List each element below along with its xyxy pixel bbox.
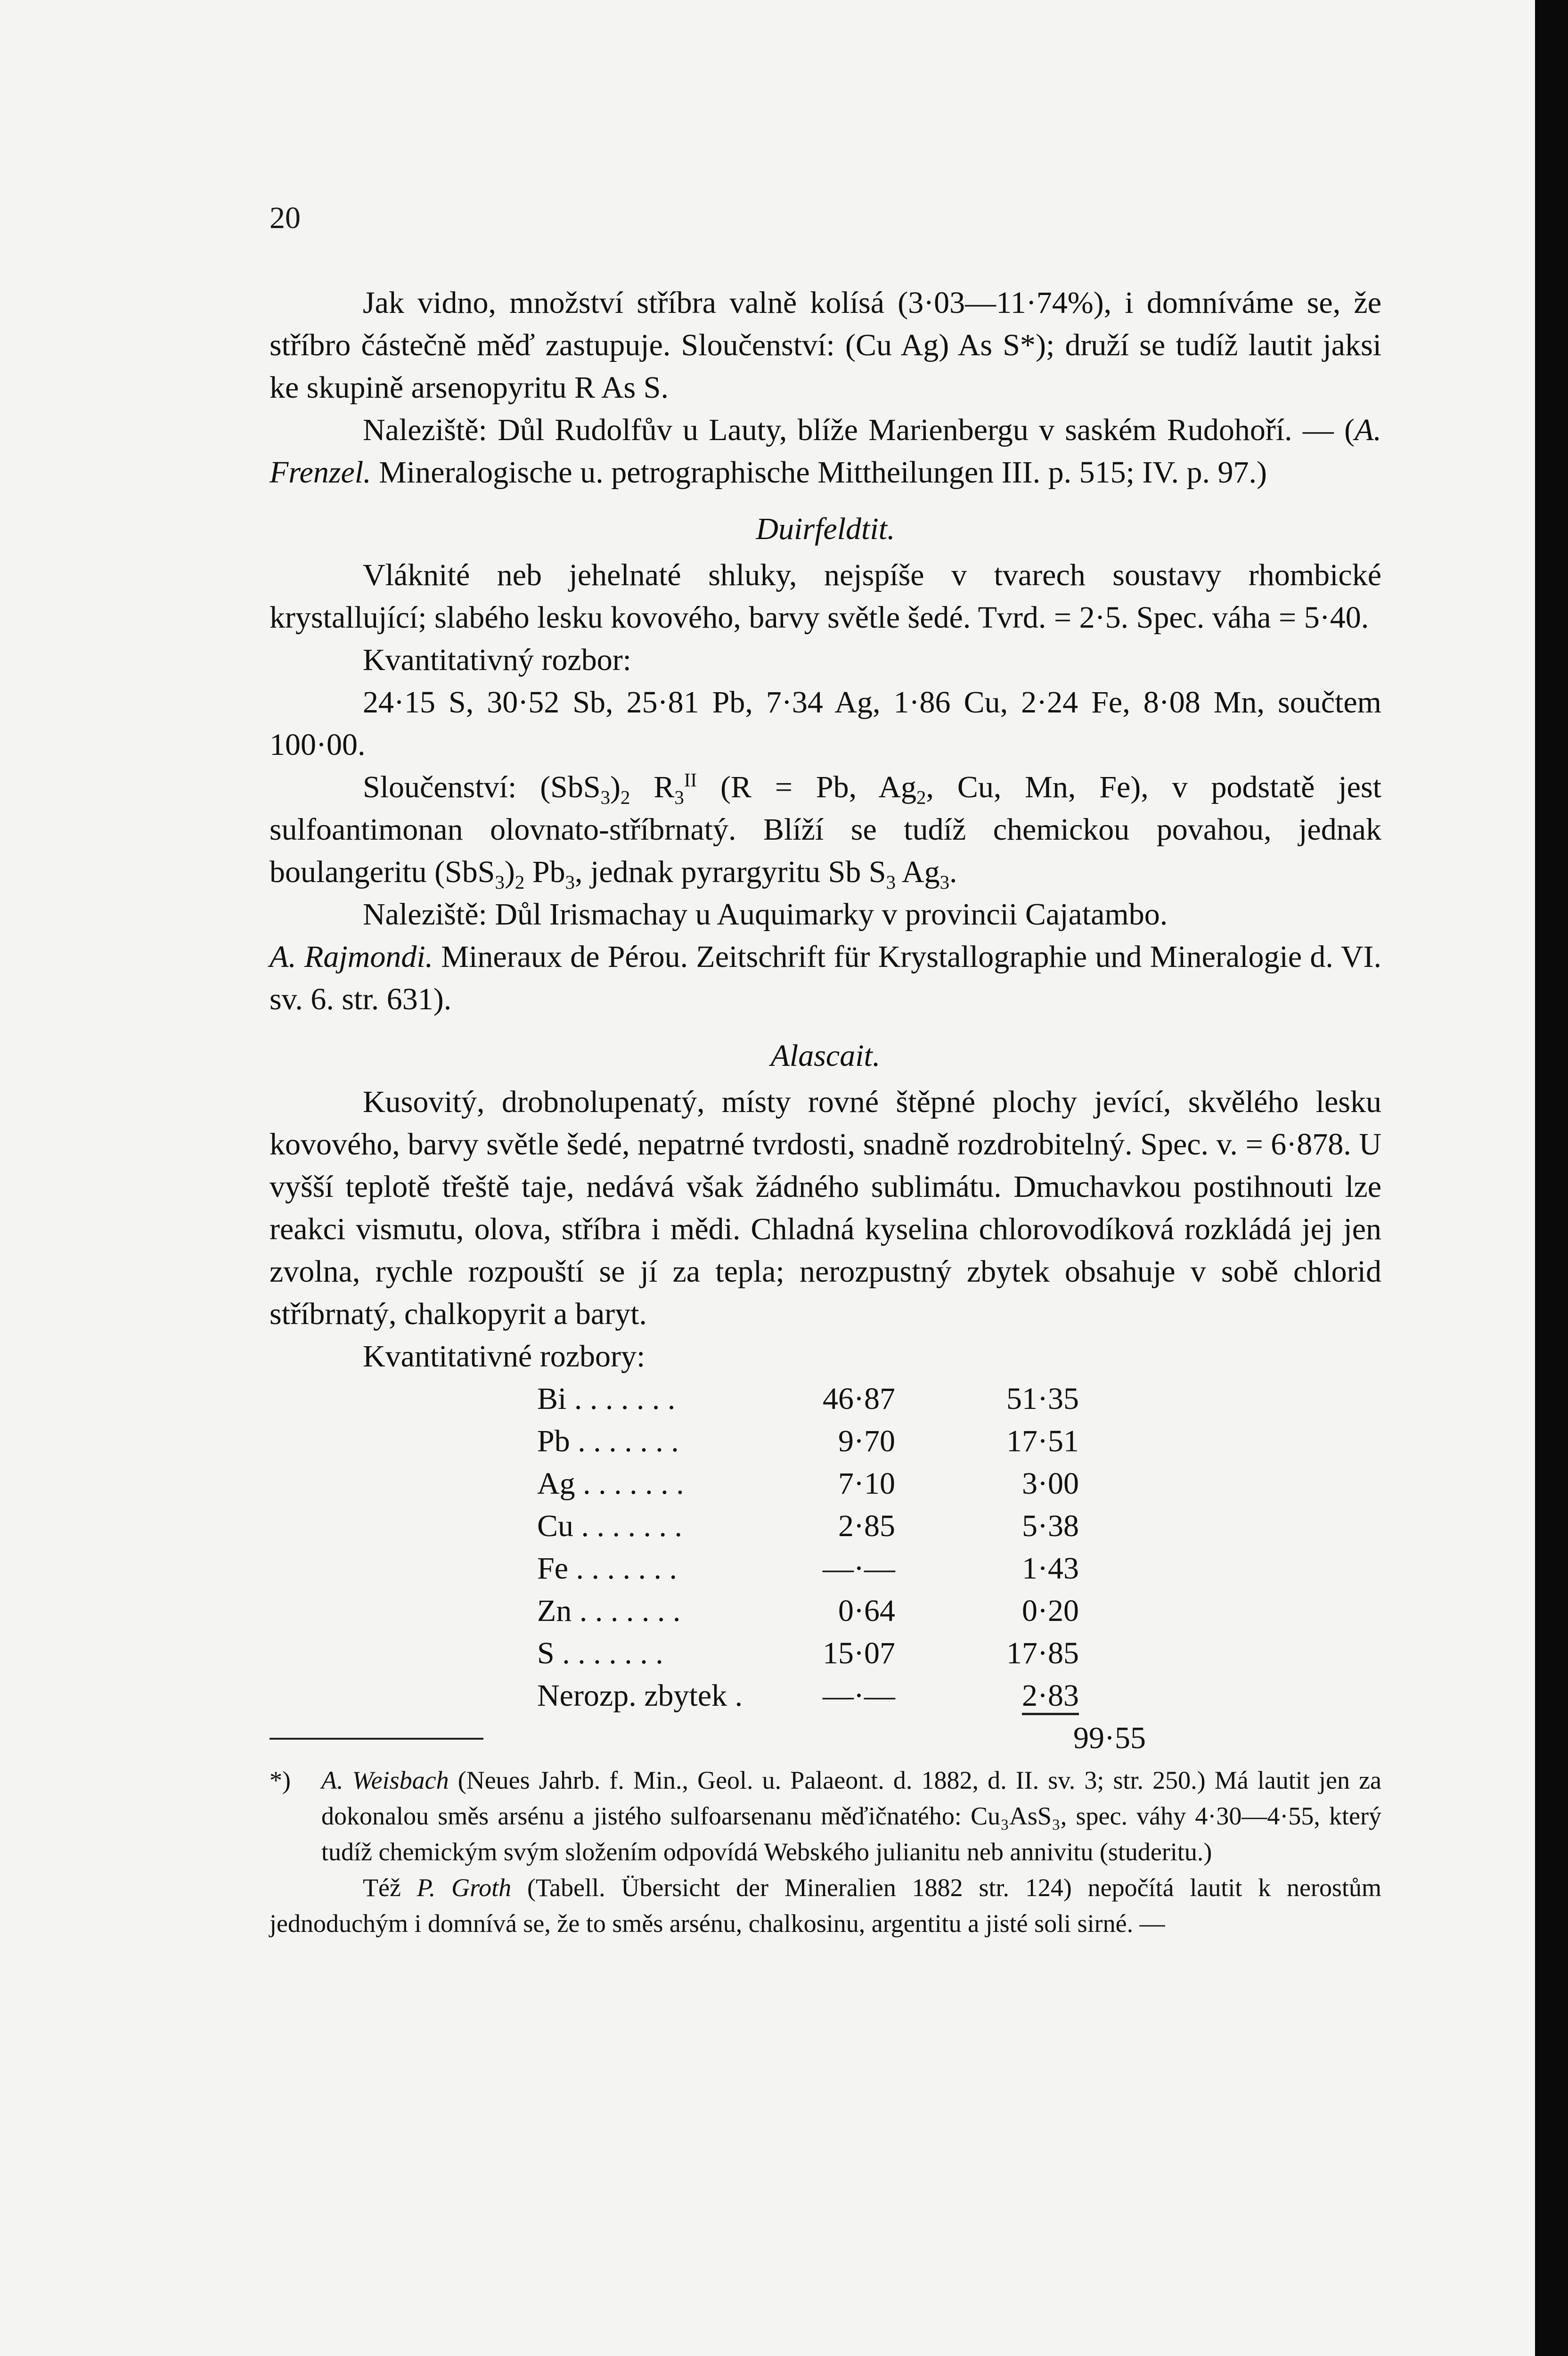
value-col2 bbox=[971, 1675, 1079, 1717]
paragraph-duirfeldtit-formula bbox=[270, 766, 1381, 893]
element-label: Zn . . . . . . . bbox=[537, 1594, 681, 1628]
paragraph-duirfeldtit-analysis: 24·15 S, 30·52 Sb, 25·81 Pb, 7·34 Ag, 1·86 Cu, 2·24 Fe, 8·08 Mn, součtem 100·00. bbox=[270, 685, 1381, 762]
locality-text: Naleziště: Důl Rudolfův u Lauty, blíže Marienbergu v saském Rudohoří. — ( bbox=[363, 413, 1355, 447]
subscript: 3 bbox=[674, 787, 684, 809]
paragraph-quantitative-analyses-label: Kvantitativné rozbory: bbox=[363, 1339, 645, 1374]
footnotes bbox=[270, 1762, 1381, 1941]
author-citation: A. Frenzel. bbox=[270, 413, 1381, 490]
value-col1: —·— bbox=[823, 1678, 895, 1713]
table-row bbox=[537, 1420, 1079, 1463]
subscript: 3 bbox=[495, 872, 505, 893]
value-col2: 3·00 bbox=[1022, 1466, 1079, 1501]
formula-text: ) bbox=[610, 770, 621, 804]
author-citation: A. Rajmondi. bbox=[270, 940, 433, 974]
subscript: 2 bbox=[514, 872, 525, 893]
locality-source: Mineraux de Pérou. Zeitschrift für Krystallographie und Mineralogie d. VI. sv. 6. str. 631). bbox=[270, 940, 1382, 1016]
table-row bbox=[537, 1547, 1079, 1590]
value-col1: 2·85 bbox=[838, 1509, 895, 1543]
value-col2: 17·51 bbox=[1006, 1424, 1079, 1458]
author-citation: A. Weisbach bbox=[321, 1766, 449, 1794]
element-label: Ag . . . . . . . bbox=[537, 1466, 684, 1501]
analysis-total: 99·55 bbox=[1073, 1721, 1146, 1755]
table-row bbox=[537, 1590, 1079, 1632]
footnote-text: Též bbox=[363, 1873, 417, 1902]
element-label: Bi . . . . . . . bbox=[537, 1382, 676, 1416]
formula-text: ) bbox=[504, 855, 515, 889]
value-col2: 5·38 bbox=[1022, 1509, 1079, 1543]
table-row bbox=[537, 1505, 1079, 1547]
footnote-text: (Tabell. Übersicht der Mineralien 1882 str. 124) nepočítá lautit k nerostům jednoduchým i domnívá se, že to směs arsénu, chalkosinu, argentitu a jisté soli sirné. — bbox=[270, 1873, 1382, 1938]
subscript: 2 bbox=[916, 787, 926, 809]
subscript: 3 bbox=[600, 787, 611, 809]
locality-source: Mineralogische u. petrographische Mittheilungen III. p. 515; IV. p. 97.) bbox=[371, 455, 1267, 490]
value-col1: 7·10 bbox=[838, 1466, 895, 1501]
scan-border bbox=[1535, 0, 1568, 2356]
value-col1: 0·64 bbox=[838, 1594, 895, 1628]
locality-text: Naleziště: Důl Irismachay u Auquimarky v provincii Cajatambo. bbox=[363, 897, 1168, 932]
formula-text: , jednak pyrargyritu Sb S bbox=[575, 855, 886, 889]
superscript: II bbox=[684, 769, 697, 791]
subscript: 3 bbox=[939, 872, 950, 893]
formula-text: R bbox=[630, 770, 675, 804]
table-row bbox=[537, 1675, 1079, 1717]
table-row bbox=[537, 1632, 1079, 1675]
element-label: Nerozp. zbytek . bbox=[537, 1678, 743, 1713]
value-col2: 17·85 bbox=[1006, 1636, 1079, 1670]
formula-text: . bbox=[949, 855, 957, 889]
page-number: 20 bbox=[270, 201, 301, 235]
formula-text: Pb bbox=[524, 855, 565, 889]
value-underlined: 2·83 bbox=[1022, 1678, 1079, 1715]
heading-alascait: Alascait. bbox=[770, 1039, 881, 1073]
footnote-text: (Neues Jahrb. f. Min., Geol. u. Palaeont. d. 1882, d. II. sv. 3; str. 250.) Má lautit jen za dokonalou směs arsénu a jistého sulfoarsenanu měďičnatého: Cu₃AsS₃, spec. váhy 4·30—4·55, který tudíž chemickým svým složením odpovídá Webského julianitu neb annivitu (studeritu.) bbox=[321, 1766, 1382, 1866]
analysis-table bbox=[537, 1378, 1079, 1717]
value-col1: 46·87 bbox=[823, 1382, 895, 1416]
footnote-weisbach bbox=[270, 1762, 1381, 1870]
page-body bbox=[270, 282, 1381, 1941]
footnote-marker: *) bbox=[270, 1766, 291, 1794]
formula-text: Ag bbox=[896, 855, 940, 889]
value-col2: 51·35 bbox=[1006, 1382, 1079, 1416]
total-row bbox=[270, 1717, 1381, 1759]
element-label: Pb . . . . . . . bbox=[537, 1424, 679, 1458]
element-label: S . . . . . . . bbox=[537, 1636, 663, 1670]
subscript: 3 bbox=[886, 872, 896, 893]
subscript: 2 bbox=[621, 787, 630, 809]
element-label: Fe . . . . . . . bbox=[537, 1551, 677, 1586]
table-row bbox=[537, 1463, 1079, 1505]
footnote-separator bbox=[270, 1738, 483, 1740]
value-col1: 15·07 bbox=[823, 1636, 895, 1670]
footnote-groth bbox=[270, 1870, 1381, 1941]
paragraph-duirfeldtit-description: Vláknité neb jehelnaté shluky, nejspíše v tvarech soustavy rhombické krystallující; slabého lesku kovového, barvy světle šedé. Tvrd. = 2·5. Spec. váha = 5·40. bbox=[270, 558, 1381, 635]
value-col2: 0·20 bbox=[1022, 1594, 1079, 1628]
paragraph-alascait-description: Kusovitý, drobnolupenatý, místy rovné štěpné plochy jevící, skvělého lesku kovového, barvy světle šedé, nepatrné tvrdosti, snadně rozdrobitelný. Spec. v. = 6·878. U vyšší teplotě třeště taje, nedává však žádného sublimátu. Dmuchavkou postihnouti lze reakci vismutu, olova, stříbra i mědi. Chladná kyselina chlorovodíková rozkládá jej jen zvolna, rychle rozpouští se jí za tepla; nerozpustný zbytek obsahuje v sobě chlorid stříbrnatý, chalkopyrit a baryt. bbox=[270, 1085, 1381, 1331]
paragraph-lautit-locality bbox=[270, 409, 1381, 494]
author-citation: P. Groth bbox=[416, 1873, 512, 1902]
formula-text: (R = Pb, Ag bbox=[697, 770, 917, 804]
heading-duirfeldtit: Duirfeldtit. bbox=[756, 512, 895, 546]
subscript: 3 bbox=[565, 872, 575, 893]
paragraph-duirfeldtit-source bbox=[270, 936, 1381, 1021]
formula-text: , Cu, Mn, Fe), v podstatě jest sulfoantimonan olovnato-stříbrnatý. Blíží se tudíž chemickou povahou, jednak boulangeritu (SbS bbox=[270, 770, 1381, 889]
value-col1: 9·70 bbox=[838, 1424, 895, 1458]
paragraph-duirfeldtit-locality bbox=[270, 893, 1381, 936]
paragraph-quantitative-label: Kvantitativný rozbor: bbox=[363, 643, 632, 677]
formula-text: Sloučenství: (SbS bbox=[363, 770, 601, 804]
value-col2: 1·43 bbox=[1022, 1551, 1079, 1586]
value-col1: —·— bbox=[823, 1551, 895, 1586]
table-row bbox=[537, 1378, 1079, 1420]
element-label: Cu . . . . . . . bbox=[537, 1509, 683, 1543]
paragraph-silver-content: Jak vidno, množství stříbra valně kolísá (3·03—11·74%), i domníváme se, že stříbro částečně měď zastupuje. Sloučenství: (Cu Ag) As S*); druží se tudíž lautit jaksi ke skupině arsenopyritu R As S. bbox=[270, 286, 1381, 405]
